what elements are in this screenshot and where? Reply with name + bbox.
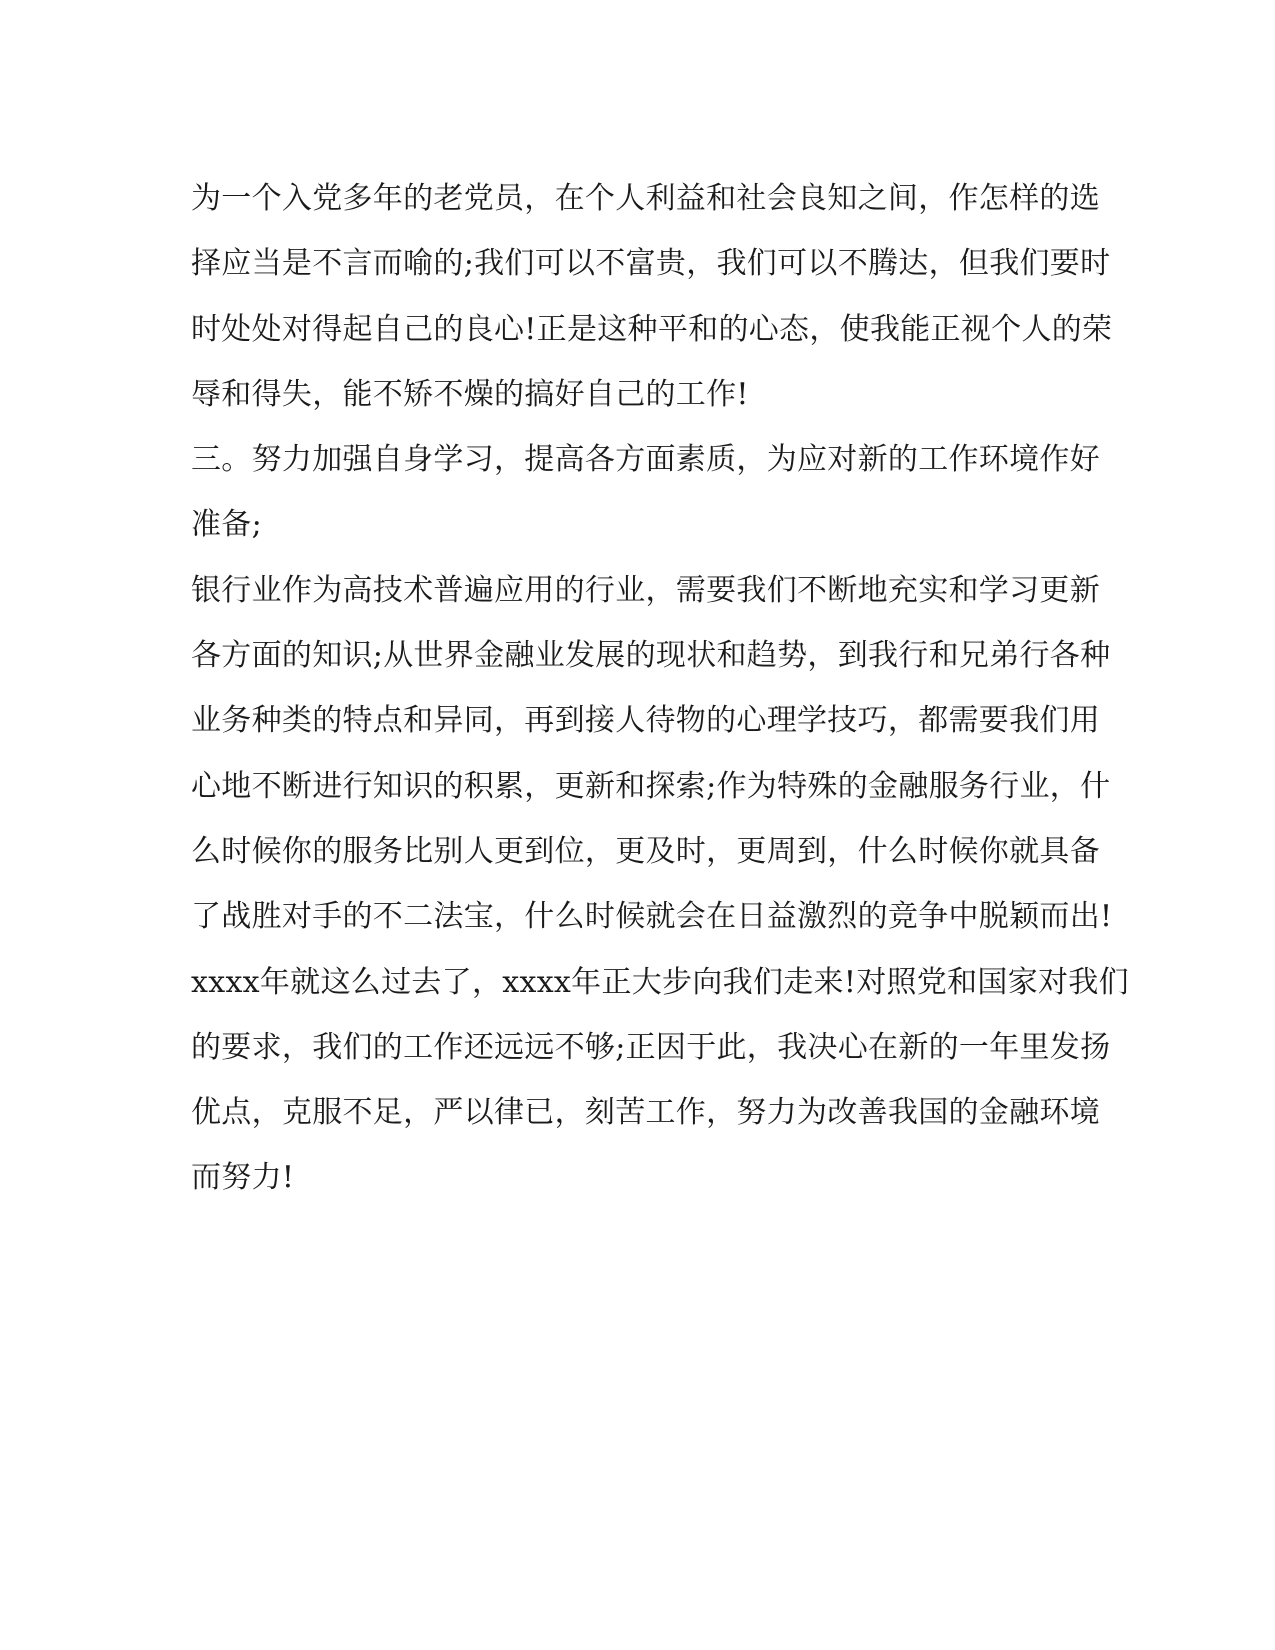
text-line: 择应当是不言而喻的;我们可以不富贵，我们可以不腾达，但我们要时: [191, 246, 1111, 282]
text-line: 心地不断进行知识的积累，更新和探索;作为特殊的金融服务行业，什: [191, 768, 1111, 804]
text-line: xxxx年就这么过去了，xxxx年正大步向我们走来!对照党和国家对我们: [191, 964, 1129, 1000]
text-line: 么时候你的服务比别人更到位，更及时，更周到，什么时候你就具备: [191, 833, 1100, 869]
text-line: 优点，克服不足，严以律已，刻苦工作，努力为改善我国的金融环境: [191, 1095, 1100, 1131]
text-line: 的要求，我们的工作还远远不够;正因于此，我决心在新的一年里发扬: [191, 1029, 1111, 1065]
text-line: 业务种类的特点和异同，再到接人待物的心理学技巧，都需要我们用: [191, 703, 1100, 739]
text-line: 辱和得失，能不矫不燥的搞好自己的工作!: [191, 376, 749, 412]
section-heading: 三。努力加强自身学习，提高各方面素质，为应对新的工作环境作好: [191, 442, 1100, 478]
text-line: 为一个入党多年的老党员，在个人利益和社会良知之间，作怎样的选: [191, 181, 1100, 216]
text-line: 各方面的知识;从世界金融业发展的现状和趋势，到我行和兄弟行各种: [191, 638, 1111, 674]
text-line: 银行业作为高技术普遍应用的行业，需要我们不断地充实和学习更新: [191, 572, 1100, 608]
document-body: [191, 166, 1129, 1211]
text-line: 时处处对得起自己的良心!正是这种平和的心态，使我能正视个人的荣: [191, 311, 1113, 347]
text-line: 而努力!: [191, 1160, 295, 1196]
section-heading: 准备;: [191, 507, 263, 543]
text-line: 了战胜对手的不二法宝，什么时候就会在日益激烈的竞争中脱颖而出!: [191, 899, 1113, 935]
